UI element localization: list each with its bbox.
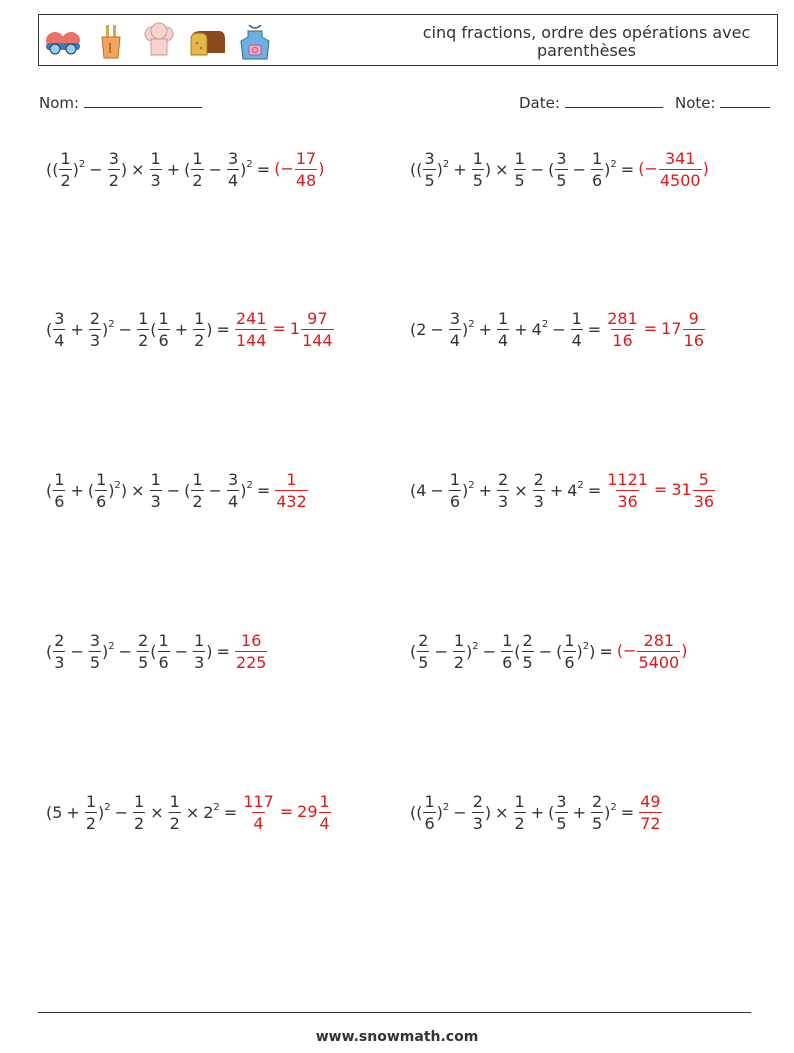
header-icons [43, 21, 275, 61]
name-field [39, 93, 202, 112]
answer-1: (− $\frac{17}{48}$ ) [274, 148, 325, 190]
problem-6: (4 − $\frac{1}{6}$ )$^2$ + $\frac{2}{3}$ × $\frac{2}{3}$ + $4^2$ = $\frac{1121}{36}$ = 31 $\frac{5}{36}$ [410, 469, 715, 511]
problem-1: (( $\frac{1}{2}$ )$^2$ − $\frac{3}{2}$ ) × $\frac{1}{3}$ + ( $\frac{1}{2}$ − $\frac{3}{4}$ )$^2$ = (− $\frac{17}{48}$ ) [46, 148, 325, 190]
score-blank[interactable] [720, 93, 770, 108]
goggles-icon [43, 21, 83, 61]
name-blank[interactable] [84, 93, 202, 108]
answer-4: $\frac{281}{16}$ = 17 $\frac{9}{16}$ [607, 308, 704, 350]
date-blank[interactable] [565, 93, 663, 108]
problem-2: (( $\frac{3}{5}$ )$^2$ + $\frac{1}{5}$ ) × $\frac{1}{5}$ − ( $\frac{3}{5}$ − $\frac{1}{6}$ )$^2$ = (− $\frac{341}{4500}$ ) [410, 148, 709, 190]
answer-5: $\frac{1}{432}$ [276, 469, 307, 511]
footer-url[interactable]: www.snowmath.com [315, 1029, 479, 1045]
answer-6: $\frac{1121}{36}$ = 31 $\frac{5}{36}$ [607, 469, 715, 511]
problem-3: ( $\frac{3}{4}$ + $\frac{2}{3}$ )$^2$ − $\frac{1}{2}$ ( $\frac{1}{6}$ + $\frac{1}{2}$ ) = $\frac{241}{144}$ = 1 $\frac{97}{144}$ [46, 308, 333, 350]
worksheet-title: cinq fractions, ordre des opérations avec parenthèses [422, 23, 751, 60]
bread-loaf-icon [187, 21, 227, 61]
score-label: Note: [675, 94, 716, 112]
chef-hat-icon [139, 21, 179, 61]
answer-3: $\frac{241}{144}$ = 1 $\frac{97}{144}$ [235, 308, 333, 350]
footer-divider [38, 1012, 751, 1013]
problem-4: (2 − $\frac{3}{4}$ )$^2$ + $\frac{1}{4}$ + $4^2$ − $\frac{1}{4}$ = $\frac{281}{16}$ = 17 $\frac{9}{16}$ [410, 308, 704, 350]
problem-10: (( $\frac{1}{6}$ )$^2$ − $\frac{2}{3}$ ) × $\frac{1}{2}$ + ( $\frac{3}{5}$ + $\frac{2}{5}$ )$^2$ = $\frac{49}{72}$ [410, 791, 661, 833]
score-field [675, 93, 770, 112]
problem-7: ( $\frac{2}{3}$ − $\frac{3}{5}$ )$^2$ − $\frac{2}{5}$ ( $\frac{1}{6}$ − $\frac{1}{3}$ ) = $\frac{16}{225}$ [46, 630, 267, 672]
worksheet-header [38, 14, 778, 66]
date-label: Date: [519, 94, 560, 112]
problem-8: ( $\frac{2}{5}$ − $\frac{1}{2}$ )$^2$ − $\frac{1}{6}$ ( $\frac{2}{5}$ − ( $\frac{1}{6}$ )$^2$) = (− $\frac{281}{5400}$ ) [410, 630, 688, 672]
problem-9: (5 + $\frac{1}{2}$ )$^2$ − $\frac{1}{2}$ × $\frac{1}{2}$ × $2^2$ = $\frac{117}{4}$ = 29 $\frac{1}{4}$ [46, 791, 330, 833]
apron-icon [235, 21, 275, 61]
date-field [519, 93, 663, 112]
answer-2: (− $\frac{341}{4500}$ ) [638, 148, 709, 190]
answer-8: (− $\frac{281}{5400}$ ) [616, 630, 688, 672]
utensil-holder-icon [91, 21, 131, 61]
answer-9: $\frac{117}{4}$ = 29 $\frac{1}{4}$ [243, 791, 330, 833]
answer-7: $\frac{16}{225}$ [235, 630, 267, 672]
name-label: Nom: [39, 94, 80, 112]
answer-10: $\frac{49}{72}$ [640, 791, 661, 833]
problem-5: ( $\frac{1}{6}$ + ( $\frac{1}{6}$ )$^2$) × $\frac{1}{3}$ − ( $\frac{1}{2}$ − $\frac{3}{4}$ )$^2$ = $\frac{1}{432}$ [46, 469, 307, 511]
